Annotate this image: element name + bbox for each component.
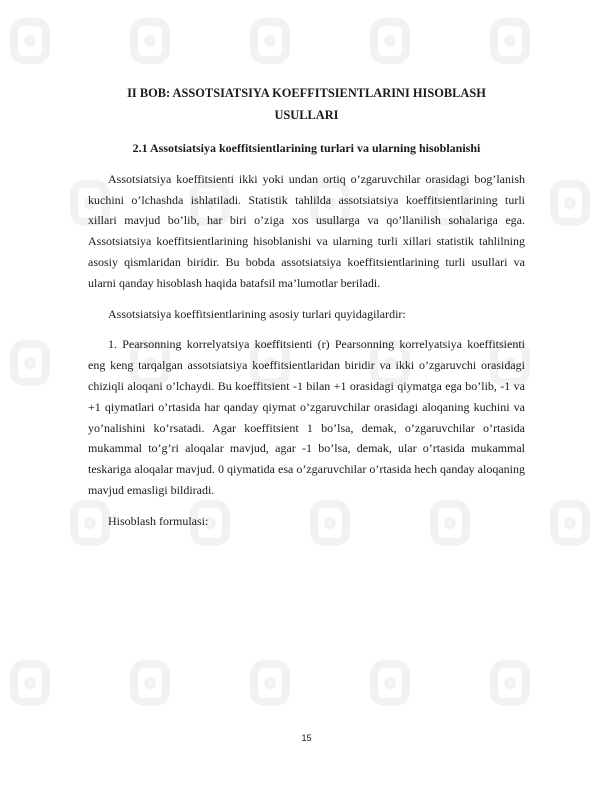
paragraph-intro: Assotsiatsiya koeffitsienti ikki yoki undan ortiq o’zgaruvchilar orasidagi bog’lanish kuchini o’lchashda ishlatiladi. Statistik tahlilda assotsiatsiya koeffitsientlarining turli xillari mavjud bo’lib, har biri o’ziga xos usullarga va qo’llanilish sohalariga ega. Assotsiatsiya koeffitsientlarining hisoblanishi va ularning turli xillari statistik tahlilning asosiy qismlaridan biridir. Bu bobda assotsiatsiya koeffitsientlarining turli usullari va ularni qanday hisoblash haqida batafsil ma’lumotlar beriladi. [88, 171, 525, 290]
page-number: 15 [301, 733, 312, 743]
document-page [88, 82, 525, 743]
paragraph-formula-lead: Hisoblash formulasi: [108, 513, 209, 528]
section-heading: 2.1 Assotsiatsiya koeffitsientlarining turlari va ularning hisoblanishi [132, 141, 481, 155]
chapter-title-line1: II BOB: ASSOTSIATSIYA KOEFFITSIENTLARINI HISOBLASH [127, 86, 486, 100]
paragraph-types-lead: Assotsiatsiya koeffitsientlarining asosiy turlari quyidagilardir: [108, 306, 406, 321]
chapter-title-line2: USULLARI [274, 108, 339, 122]
chapter-title [88, 82, 525, 126]
paragraph-pearson: 1. Pearsonning korrelyatsiya koeffitsienti (r) Pearsonning korrelyatsiya koeffitsienti eng keng tarqalgan assotsiatsiya koeffitsientlaridan biridir va ikki o’zgaruvchi orasidagi chiziqli aloqani o’lchaydi. Bu koeffitsient -1 bilan +1 orasidagi qiymatga ega bo’lib, -1 va +1 qiymatlari o’rtasida har qanday qiymat o’zgaruvchilar orasidagi aloqaning kuchini va yo’nalishini ko’rsatadi. Agar koeffitsient 1 bo’lsa, demak, o’zgaruvchilar o’rtasida mukammal to’g’ri aloqalar mavjud, agar -1 bo’lsa, demak, ular o’rtasida mukammal teskariga aloqalar mavjud. 0 qiymatida esa o’zgaruvchilar o’rtasida hech qanday aloqaning mavjud emasligi bildiradi. [88, 337, 525, 497]
